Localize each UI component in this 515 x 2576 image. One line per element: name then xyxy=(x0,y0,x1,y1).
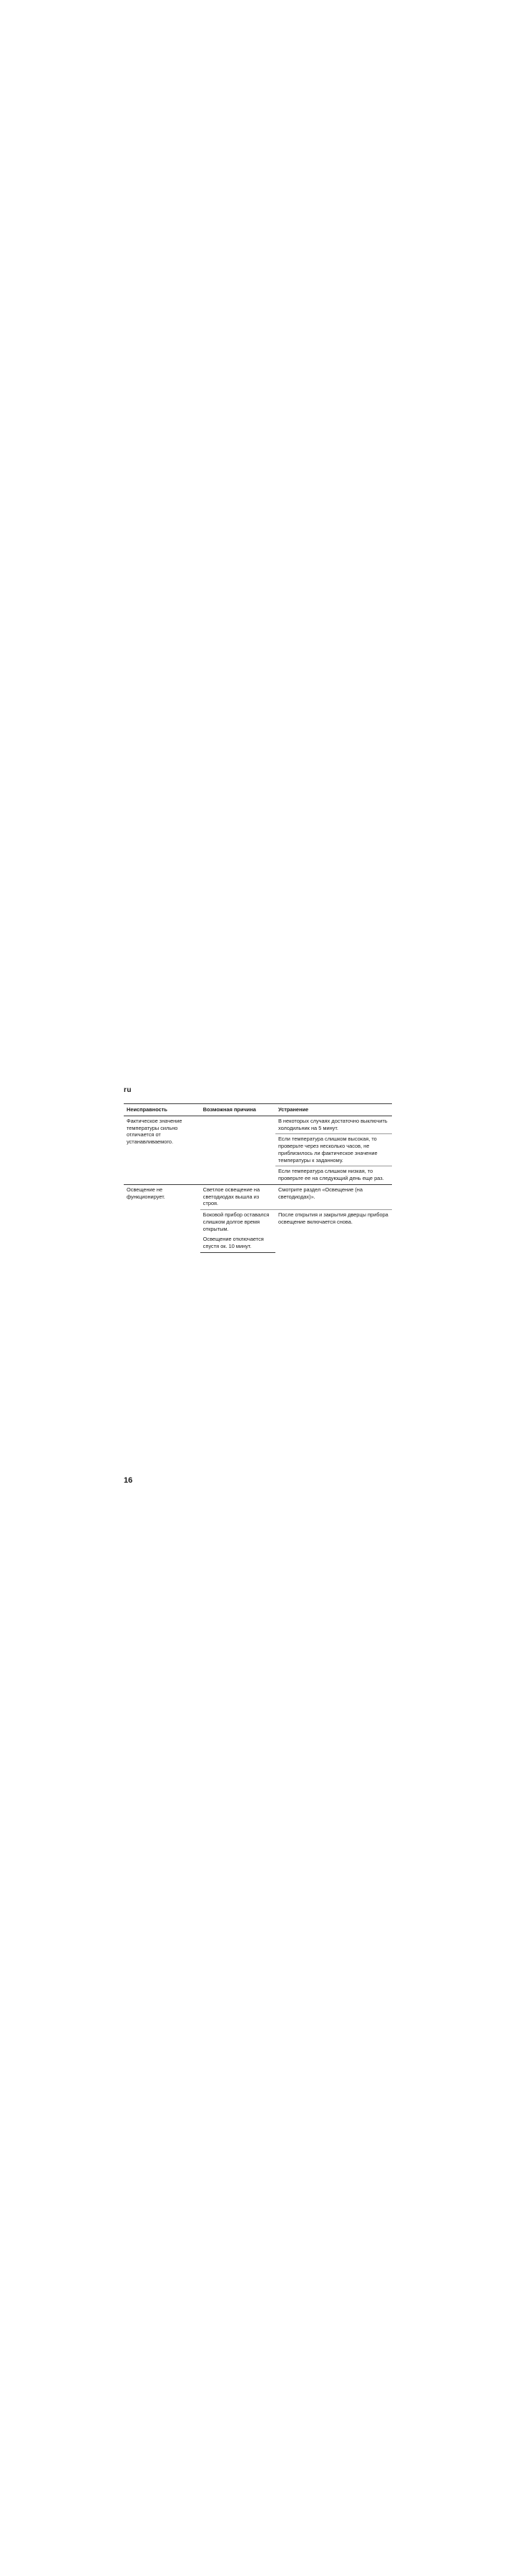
language-code: ru xyxy=(124,1086,132,1094)
remedy-cell: В некоторых случаях достаточно выключить холодильник на 5 минут. xyxy=(278,1117,388,1131)
column-header-cause: Возможная причина xyxy=(200,1104,275,1116)
table-row xyxy=(124,1116,392,1134)
fault-cell: Фактическое значение температуры сильно отличается от устанавливаемого. xyxy=(127,1117,182,1146)
remedy-cell: Если температура слишком высокая, то проверьте через несколько часов, не приблизилось ли фактическое значение температуры к заданному. xyxy=(275,1134,392,1166)
table-header-row xyxy=(124,1104,392,1116)
fault-cell: Освещение не функционирует. xyxy=(124,1184,200,1252)
page-number: 16 xyxy=(124,1476,133,1485)
remedy-cell: Смотрите раздел «Освещение (на светодиодах)». xyxy=(275,1184,392,1209)
troubleshooting-table xyxy=(124,1103,392,1253)
column-header-fault: Неисправность xyxy=(124,1104,200,1116)
table-row xyxy=(124,1184,392,1209)
cause-cell: Боковой прибор оставался слишком долгое время открытым. xyxy=(200,1210,275,1235)
cause-cell: Освещение отключается спустя ок. 10 минут. xyxy=(200,1234,275,1252)
column-header-remedy: Устранение xyxy=(275,1104,392,1116)
remedy-cell: Если температура слишком низкая, то проверьте ее на следующий день еще раз. xyxy=(275,1166,392,1185)
remedy-cell: После открытия и закрытия дверцы прибора освещение включается снова. xyxy=(275,1210,392,1253)
cause-cell: Светлое освещение на светодиодах вышла из строя. xyxy=(200,1184,275,1209)
cause-cell xyxy=(200,1116,275,1184)
